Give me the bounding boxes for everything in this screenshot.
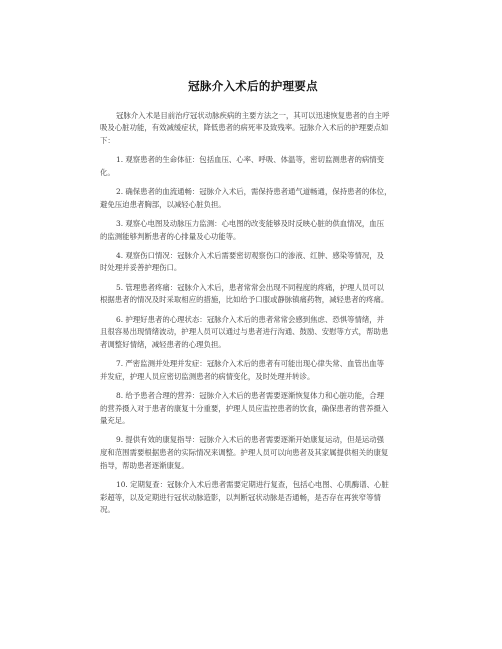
paragraph-line: 7. 严密监测并处理并发症：冠脉介入术后的患者有可能出现心律失常、血管出血等 bbox=[116, 359, 385, 369]
paragraph-line: 况。 bbox=[100, 505, 115, 515]
paragraph-line: 10. 定期复查：冠脉介入术后患者需要定期进行复查，包括心电图、心肌酶谱、心脏 bbox=[116, 479, 389, 489]
paragraph-line: 9. 提供有效的康复指导：冠脉介入术后的患者需要逐渐开始康复运动，但是运动强 bbox=[116, 435, 385, 445]
paragraph-line: 6. 护理好患者的心理状态：冠脉介入术后的患者常常会感到焦虑、恐惧等情绪，并 bbox=[116, 314, 385, 324]
paragraph-line: 下： bbox=[100, 135, 115, 145]
list-item bbox=[100, 282, 406, 307]
paragraph-line: 并发症，护理人员应密切监测患者的病情变化，及时处理并转诊。 bbox=[100, 371, 315, 381]
list-item bbox=[100, 358, 406, 383]
list-item bbox=[100, 390, 406, 428]
paragraph-line: 3. 观察心电图及动脉压力监测：心电图的改变能够及时反映心脏的供血情况，血压 bbox=[116, 219, 385, 229]
paragraph-line: 者调整好情绪，减轻患者的心理负担。 bbox=[100, 339, 226, 349]
paragraph-line: 4. 观察伤口情况：冠脉介入术后需要密切观察伤口的渗液、红肿、感染等情况，及 bbox=[116, 250, 385, 260]
intro-paragraph bbox=[100, 110, 406, 148]
paragraph-line: 5. 管理患者疼痛：冠脉介入术后，患者常常会出现不同程度的疼痛，护理人员可以 bbox=[116, 282, 385, 292]
paragraph-line: 且很容易出现情绪波动，护理人员可以通过与患者进行沟通、鼓励、安慰等方式，帮助患 bbox=[100, 327, 389, 337]
paragraph-line: 根据患者的情况及时采取相应的措施，比如给予口服或静脉镇痛药物，减轻患者的疼痛。 bbox=[100, 295, 389, 305]
document-body bbox=[100, 110, 406, 517]
paragraph-line: 2. 确保患者的血流通畅：冠脉介入术后，需保持患者通气道畅通，保持患者的体位， bbox=[116, 187, 392, 197]
list-item bbox=[100, 250, 406, 275]
paragraph-line: 量充足。 bbox=[100, 416, 130, 426]
paragraph-line: 彩超等，以及定期进行冠状动脉造影，以判断冠状动脉是否通畅，是否存在再狭窄等情 bbox=[100, 492, 381, 502]
paragraph-line: 8. 给予患者合理的营养：冠脉介入术后的患者需要逐渐恢复体力和心脏功能，合理 bbox=[116, 390, 385, 400]
paragraph-line: 时处理并妥善护理伤口。 bbox=[100, 263, 182, 273]
paragraph-line: 避免压迫患者胸部，以减轻心脏负担。 bbox=[100, 199, 226, 209]
paragraph-line: 指导，帮助患者逐渐康复。 bbox=[100, 460, 189, 470]
paragraph-line: 的营养摄入对于患者的康复十分重要，护理人员应监控患者的饮食，确保患者的营养摄入 bbox=[100, 403, 389, 413]
paragraph-line: 1. 观察患者的生命体征：包括血压、心率、呼吸、体温等，密切监测患者的病情变 bbox=[116, 155, 385, 165]
list-item bbox=[100, 314, 406, 352]
paragraph-line: 吸及心脏功能，有效减缓症状，降低患者的病死率及致残率。冠脉介入术后的护理要点如 bbox=[100, 123, 389, 133]
paragraph-line: 化。 bbox=[100, 167, 115, 177]
list-item bbox=[100, 479, 406, 517]
paragraph-line: 的监测能够判断患者的心排量及心功能等。 bbox=[100, 231, 241, 241]
list-item bbox=[100, 434, 406, 472]
document-title: 冠脉介入术后的护理要点 bbox=[188, 79, 318, 93]
list-item bbox=[100, 186, 406, 211]
list-item bbox=[100, 154, 406, 179]
paragraph-line: 冠脉介入术是目前治疗冠状动脉疾病的主要方法之一，其可以迅速恢复患者的自主呼 bbox=[116, 110, 390, 120]
list-item bbox=[100, 218, 406, 243]
paragraph-line: 度和范围需要根据患者的实际情况来调整。护理人员可以向患者及其家属提供相关的康复 bbox=[100, 448, 389, 458]
